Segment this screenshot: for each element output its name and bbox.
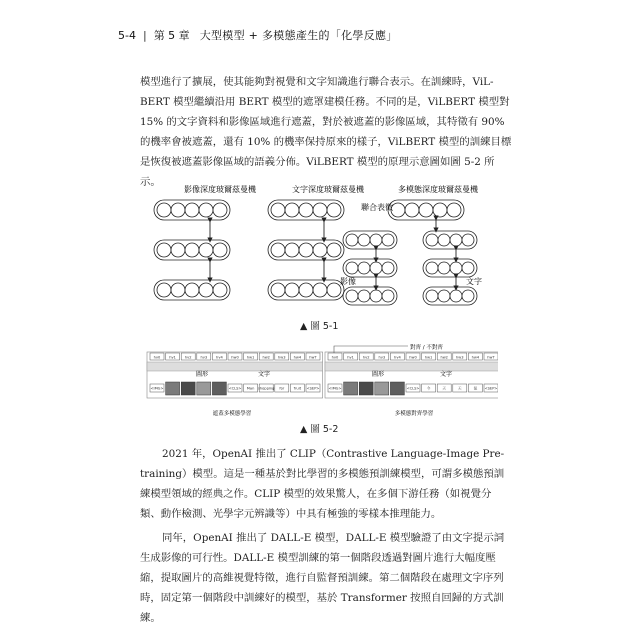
- fig2-left-input-token-label: Man: [246, 386, 255, 391]
- fig1-text-layer-0-node: [271, 203, 285, 217]
- fig2-left-output-token-label: hv0: [153, 355, 161, 360]
- fig1-mm-text-layer-1-node: [462, 262, 474, 274]
- fig1-mm-image-layer-0-node: [382, 234, 394, 246]
- fig1-mm-image-layer-2-node: [370, 290, 382, 302]
- fig1-text-layer-2-node: [285, 283, 299, 297]
- fig1-text-layer-1-node: [327, 243, 341, 257]
- fig1-mm-image-layer-1-node: [370, 262, 382, 274]
- fig2-left-image-region: [212, 382, 226, 395]
- fig2-right-input-token-label: 天: [442, 386, 446, 391]
- fig2-right-output-token-label: hv0: [331, 355, 339, 360]
- fig1-mm-text-layer-0-node: [426, 234, 438, 246]
- fig2-left-panel: [147, 352, 323, 398]
- fig1-mm-text-layer-2-node: [438, 290, 450, 302]
- fig2-right-input-token-label: 今: [426, 386, 431, 391]
- fig1-mm-text-layer-0-node: [438, 234, 450, 246]
- fig1-mm-text-layer-1-node: [426, 262, 438, 274]
- fig2-left-output-token-label: hv1: [169, 355, 176, 360]
- fig1-mm-image-layer-2-node: [358, 290, 370, 302]
- fig1-mm-text-layer-1-node: [438, 262, 450, 274]
- fig1-mm-text-layer-0-node: [462, 234, 474, 246]
- fig1-joint-layer-node: [447, 203, 461, 217]
- fig1-image-layer-0-node: [213, 203, 227, 217]
- fig1-text-layer-0-node: [285, 203, 299, 217]
- fig1-text-layer-0-node: [299, 203, 313, 217]
- fig1-mm-image-layer-1-node: [358, 262, 370, 274]
- fig1-joint-layer-node: [391, 203, 405, 217]
- fig2-right-input-token-label: <IMG>: [328, 386, 342, 391]
- fig2-left-encoder-bar: [147, 362, 323, 371]
- fig1-image-layer-1-node: [199, 243, 213, 257]
- fig2-left-text-label: 文字: [257, 371, 271, 378]
- fig1-image-layer-2-node: [157, 283, 171, 297]
- fig2-left-input-token-label: <IMG>: [150, 386, 164, 391]
- fig2-right-image-label: 圖形: [371, 371, 385, 378]
- fig1-text-layer-2-node: [327, 283, 341, 297]
- fig1-image-layer-0-node: [185, 203, 199, 217]
- fig2-left-input-token-label: shopping: [257, 386, 275, 391]
- fig1-image-layer-1-node: [171, 243, 185, 257]
- fig2-right-input-token-label: <SEP>: [484, 386, 498, 391]
- fig2-left-input-token-label: for: [279, 386, 285, 391]
- fig2-right-panel: [325, 346, 498, 398]
- fig2-right-image-region: [375, 382, 389, 395]
- fig2-left-image-region: [166, 382, 180, 395]
- fig1-text-layer-2-node: [299, 283, 313, 297]
- fig1-image-net-label: 影像深度玻爾茲曼機: [184, 185, 256, 194]
- fig2-right-input-token-label: 氣: [473, 386, 478, 391]
- page-number: 5-4: [118, 28, 136, 42]
- fig2-right-output-token-label: hw4: [471, 355, 480, 360]
- fig1-joint-layer-node: [419, 203, 433, 217]
- fig1-mm-image-layer-0-node: [358, 234, 370, 246]
- fig1-text-layer-1-node: [271, 243, 285, 257]
- fig2-left-image-region: [181, 382, 195, 395]
- fig2-left-image-label: 圖形: [195, 371, 209, 378]
- fig1-mm-text-layer-2-node: [462, 290, 474, 302]
- fig1-text-label: 文字: [466, 277, 482, 286]
- fig2-left-output-token-label: hw4: [293, 355, 302, 360]
- fig1-image-layer-1-node: [157, 243, 171, 257]
- fig1-mm-image-layer-2-node: [382, 290, 394, 302]
- paragraph-1: 模型進行了擴展，使其能夠對視覺和文字知識進行聯合表示。在訓練時，ViL-BERT 模型繼續沿用 BERT 模型的遮罩建模任務。不同的是，ViLBERT 模型對 15% 的文字資料和影像區域進行遮蓋，對於被遮蓋的影像區域，其特徵有 90% 的機率會被遮蓋，還有 10% 的機率保持原來的樣子，ViLBERT 模型的訓練目標是恢復被遮蓋影像區域的語義分佈。ViLBERT 模型的原理示意圖如圖 5-2 所示。: [140, 76, 512, 188]
- fig2-right-bottom-label: 多模態對齊學習: [394, 411, 434, 417]
- fig1-text-layer-1-node: [313, 243, 327, 257]
- chapter-title: 大型模型 + 多模態產生的「化學反應」: [199, 29, 398, 42]
- fig2-left-image-region: [197, 382, 211, 395]
- fig1-text-net-label: 文字深度玻爾茲曼機: [292, 185, 364, 194]
- fig2-left-input-token-label: <CLS>: [228, 386, 242, 391]
- fig2-right-text-label: 文字: [439, 371, 453, 378]
- fig2-left-input-token-label: fruit: [293, 386, 302, 391]
- fig1-mm-text-layer-2-node: [450, 290, 462, 302]
- fig2-right-output-token-label: hv4: [394, 355, 401, 360]
- fig2-align-note: 對齊 / 不對齊: [410, 345, 443, 351]
- fig1-joint-label: 聯合表徵: [361, 203, 393, 212]
- fig1-image-layer-2-node: [171, 283, 185, 297]
- fig1-text-layer-2-node: [271, 283, 285, 297]
- fig1-image-layer-2-node: [185, 283, 199, 297]
- fig2-right-input-token-label: <CLS>: [406, 386, 420, 391]
- fig1-image-layer-0-node: [157, 203, 171, 217]
- fig2-right-encoder-bar: [325, 362, 498, 371]
- fig2-right-output-token-label: hw3: [456, 355, 464, 360]
- fig1-mm-image-layer-1-node: [346, 262, 358, 274]
- fig1-text-layer-1-node: [299, 243, 313, 257]
- figure-5-1: [148, 180, 498, 316]
- fig1-image-layer-2-node: [213, 283, 227, 297]
- fig2-right-output-token-label: hw2: [440, 355, 448, 360]
- fig1-joint-layer-node: [405, 203, 419, 217]
- fig1-text-layer-2-node: [313, 283, 327, 297]
- fig2-left-input-token-label: <SEP>: [306, 386, 320, 391]
- fig2-right-output-token-label: hv2: [362, 355, 370, 360]
- fig2-left-bottom-label: 遮蓋多模態學習: [212, 411, 252, 417]
- fig1-image-layer-2-node: [199, 283, 213, 297]
- fig1-image-layer-1-node: [213, 243, 227, 257]
- figure-5-2: [146, 342, 498, 418]
- fig1-joint-layer-node: [433, 203, 447, 217]
- fig2-left-output-token-label: hw3: [278, 355, 286, 360]
- fig2-right-image-region: [344, 382, 358, 395]
- fig2-right-output-token-label: hwT: [487, 355, 495, 360]
- fig1-image-layer-0-node: [199, 203, 213, 217]
- fig2-left-output-token-label: hv3: [200, 355, 208, 360]
- chapter-label: 第 5 章: [153, 29, 190, 42]
- fig2-right-image-region: [359, 382, 373, 395]
- fig2-left-output-token-label: hw1: [246, 355, 255, 360]
- fig1-text-layer-1-node: [285, 243, 299, 257]
- fig1-text-layer-0-node: [327, 203, 341, 217]
- fig2-right-output-token-label: hv1: [347, 355, 354, 360]
- fig2-left-output-token-label: hv2: [184, 355, 192, 360]
- figure-5-2-caption: ▲ 圖 5-2: [300, 424, 339, 435]
- figure-5-1-caption: ▲ 圖 5-1: [300, 321, 339, 332]
- fig1-image-layer-0-node: [171, 203, 185, 217]
- fig2-right-output-token-label: hv3: [378, 355, 386, 360]
- fig1-mm-text-layer-2-node: [426, 290, 438, 302]
- fig1-mm-image-layer-0-node: [370, 234, 382, 246]
- fig2-right-output-token-label: hw1: [424, 355, 433, 360]
- running-header: [118, 24, 538, 46]
- header-separator: |: [142, 28, 147, 42]
- fig1-text-layer-0-node: [313, 203, 327, 217]
- fig1-mm-image-layer-2-node: [346, 290, 358, 302]
- fig2-left-output-token-label: hv4: [216, 355, 223, 360]
- fig1-node-layers: [154, 200, 477, 305]
- fig2-left-output-token-label: hw0: [231, 355, 239, 360]
- fig2-right-input-token-label: 天: [458, 386, 462, 391]
- paragraph-3: 同年，OpenAI 推出了 DALL-E 模型，DALL-E 模型驗證了由文字提示詞生成影像的可行性。DALL-E 模型訓練的第一個階段透過對圖片進行大幅度壓縮，提取圖片的高維視覺特徵，進行自監督預訓練。第二個階段在處理文字序列時，固定第一個階段中訓練好的模型，基於 Transformer 按照自回歸的方式訓練。: [140, 532, 505, 624]
- fig1-image-label: 影像: [340, 277, 356, 286]
- fig1-image-layer-1-node: [185, 243, 199, 257]
- fig1-mm-image-layer-0-node: [346, 234, 358, 246]
- paragraph-2: 2021 年，OpenAI 推出了 CLIP（Contrastive Language-Image Pre-training）模型。這是一種基於對比學習的多模態預訓練模型，可謂多模態預訓練模型領域的經典之作。CLIP 模型的效果驚人，在多個下游任務（如視覺分類、動作檢測、光學字元辨識等）中具有極強的零樣本推理能力。: [140, 448, 505, 520]
- fig2-right-output-token-label: hw0: [409, 355, 417, 360]
- fig2-right-image-region: [390, 382, 404, 395]
- fig2-left-output-token-label: hw2: [262, 355, 270, 360]
- fig1-mm-text-layer-0-node: [450, 234, 462, 246]
- fig2-left-output-token-label: hwT: [309, 355, 317, 360]
- fig1-multi-net-label: 多模態深度玻爾茲曼機: [398, 185, 478, 194]
- fig1-mm-text-layer-1-node: [450, 262, 462, 274]
- fig1-mm-image-layer-1-node: [382, 262, 394, 274]
